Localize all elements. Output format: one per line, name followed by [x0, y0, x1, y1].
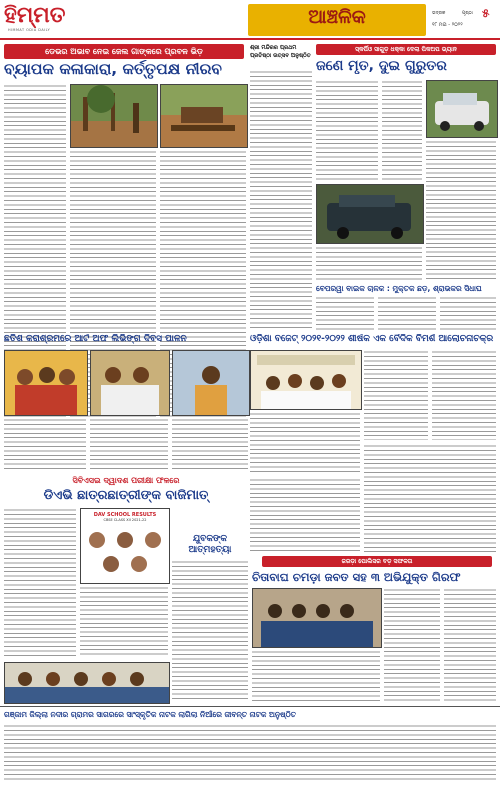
budget-body-col3 — [250, 412, 360, 474]
small-body-col1 — [316, 296, 374, 332]
section-title: ଆଞ୍ଚଳିକ — [308, 6, 366, 28]
cbse-notice — [80, 508, 170, 584]
youth-body-col1 — [172, 560, 248, 702]
budget-headline: ଓଡ଼ିଶା ବଜେଟ୍ ୨୦୨୧-୨୦୨୨ ଶୀର୍ଷକ ଏକ ବୈଦିକ ବିମର୍ଶ ଆଲୋଚନାଚକ୍ର — [250, 334, 494, 344]
budget-body-col1 — [364, 350, 428, 440]
cbse-body-col1 — [4, 508, 76, 658]
tree-headline: ବ୍ୟାପକ କଳାକାରା, କର୍ତ୍ତୃପକ୍ଷ ନୀରବ — [4, 60, 222, 78]
dateline-page-number: ୫ — [482, 6, 490, 20]
youth-headline: ଯୁବକଙ୍କ ଆତ୍ମହତ୍ୟା — [188, 534, 232, 555]
tree-photo-1 — [70, 84, 158, 148]
police-headline: ଚିତାବାଘ ଚମଡ଼ା ଜବତ ସହ ୩ ଅଭିଯୁକ୍ତ ଗିରଫ — [252, 570, 461, 584]
temple-body-2 — [364, 444, 496, 552]
cbse-photo — [4, 662, 170, 704]
accident-kicker: ସ୍କର୍ପିଓ ସାଗୁଡ଼ ଧକ୍କା ଦେଲା ପିକଅପ ଭ୍ୟାନ — [316, 44, 496, 55]
police-body-col3 — [252, 650, 380, 702]
tree-kicker: ଡେଭର ଅଭାବ ନେଇ ଜେଲ ଗାଙ୍କରେ ପ୍ରବଳ ଭିଡ଼ — [4, 44, 244, 59]
accident-body-col3 — [426, 140, 496, 280]
cbse-notice-title: DAV SCHOOL RESULTS — [93, 512, 157, 518]
chhatis-photo-1 — [4, 350, 88, 416]
police-body-col1 — [384, 588, 440, 702]
police-body-col2 — [444, 588, 496, 702]
cbse-headline: ଡିଏଭି ଛାତ୍ରଛାତ୍ରୀଙ୍କ ବାଜିମାତ୍ — [43, 488, 209, 503]
cbse-notice-subtitle: CBSE CLASS XII 2021-22 — [103, 518, 147, 522]
chhatis-photo-2 — [90, 350, 170, 416]
bottom-headline: ଗଞ୍ଜାମ ଜିଲ୍ଲା ନଦୀର ଗ୍ରାମର ସାଗରରେ ସାଂସ୍କୃତିକ ନାଟକ ଲାଗିଲା ନିଆଁରେ ଜୀବନ୍ତ ନାଟକ ଅନୁଷ୍ଠିତ — [4, 710, 296, 719]
bottom-divider — [0, 706, 500, 707]
accident-headline: ଜଣେ ମୃତ, ଦୁଇ ଗୁରୁତର — [316, 58, 447, 74]
chhatis-body-col3 — [172, 418, 248, 470]
small-body-col3 — [440, 296, 496, 332]
tree-photo-2 — [160, 84, 248, 148]
police-kicker: ଜରଡ଼ା ପୋଲିସର ବଡ଼ ସଫଳତା — [262, 556, 492, 567]
small-body-col2 — [378, 296, 436, 332]
accident-body-col4 — [316, 246, 422, 280]
accident-body-col1 — [316, 80, 378, 180]
temple-headline: ଶ୍ରୀ ମନ୍ଦିରର ପ୍ରଥମ ପ୍ରତିଷ୍ଠା ଉତ୍ସବ ଅନୁଷ୍ଠିତ — [250, 45, 311, 59]
budget-body-col2 — [432, 350, 496, 440]
chhatis-body-col2 — [90, 418, 168, 470]
masthead-logo[interactable]: ହିମ୍ମତ — [4, 2, 66, 28]
chhatis-body-col1 — [4, 418, 86, 470]
cbse-body-col2 — [80, 586, 168, 658]
budget-body-col4 — [250, 478, 360, 552]
police-photo — [252, 588, 382, 648]
cbse-notice-faces — [81, 522, 169, 580]
small-headline: ବେପରୱା ବାଇକ ଚାଳକ : ମୁକ୍ତକ ଛଡ଼, ଶ୍ରାଭକର ସିଧାଘ — [316, 284, 482, 293]
chhatis-headline: ଛତିଶ କରାଶ୍ରମରେ ଆର୍ଟ ଅଫ ଲିଭିଙ୍ଗ ଦିବସ ପାଳନ — [4, 334, 187, 344]
temple-body — [250, 70, 312, 328]
accident-photo — [426, 80, 498, 138]
dateline-page-label: ପୃଷ୍ଠା — [462, 11, 473, 16]
chhatis-photo-3 — [172, 350, 250, 416]
dateline-date: ୧୮ ମଇ - ୨୦୨୨ — [432, 22, 463, 28]
budget-photo — [250, 350, 362, 410]
accident-photo-2 — [316, 184, 424, 244]
accident-body-col2 — [382, 80, 422, 180]
dateline-city: ଭଦ୍ରକ — [432, 11, 446, 16]
masthead-tagline: HIMMAT ODIA DAILY — [8, 28, 51, 32]
masthead-divider — [0, 38, 500, 40]
bottom-body — [4, 724, 496, 782]
cbse-kicker: ସିବିଏସଇ ଦ୍ୱାଦଶ ପରୀକ୍ଷା ଫଳରେ — [72, 476, 180, 485]
